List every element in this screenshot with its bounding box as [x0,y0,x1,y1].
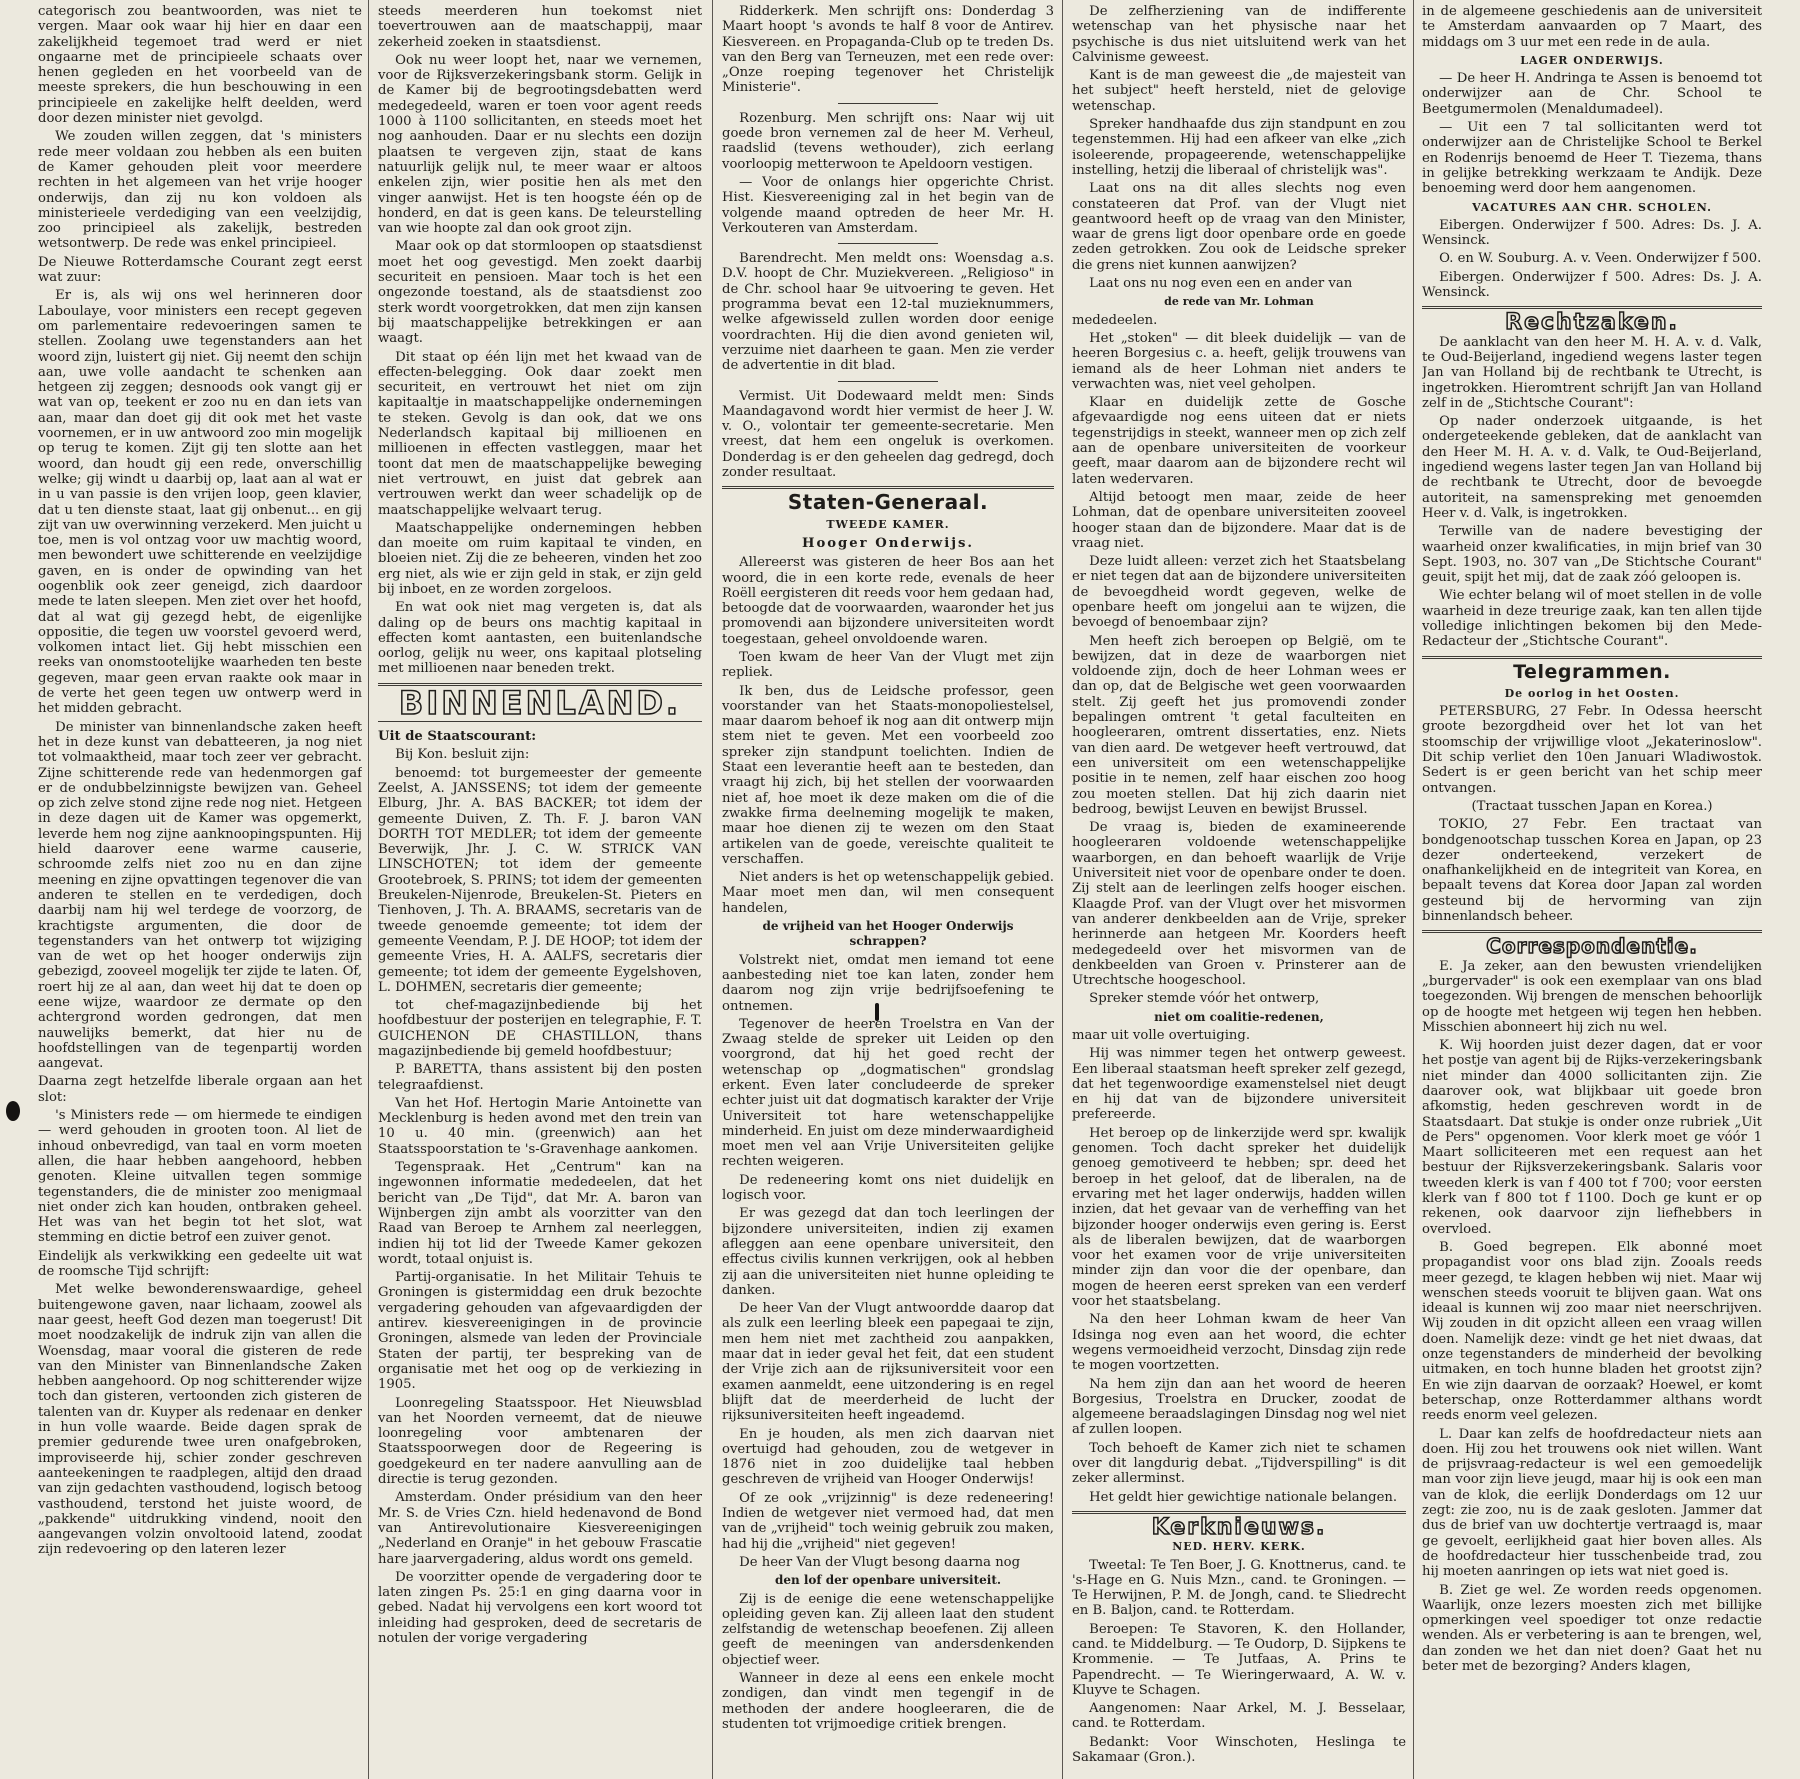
article-paragraph: Het geldt hier gewichtige nationale belangen. [1089,1489,1398,1505]
article-paragraph: benoemd: tot burgemeester der gemeente Zeelst, A. JANSSENS; tot idem der gemeente Elburg, Jhr. A. BAS BACKER; tot idem der gemeente Duiven, Z. Th. F. J. baron VAN DORTH TOT MEDLER; tot idem der gemeente Beverwijk, Jhr. J. C. W. STRICK VAN LINSCHOTEN; tot idem der gemeente Grootebroek, S. PRINS; tot idem der gemeenten Breukelen-Nijenrode, Breukelen-St. Pieters en Tienhoven, J. Th. A. BRAAMS, secretaris van de tweede genoemde gemeente; tot idem der gemeente Veendam, P. J. DE HOOP; tot idem der gemeente Vries, H. A. AALFS, secretaris dier gemeente; tot idem der gemeente Eygelshoven, L. DOHMEN, secretaris dier gemeente; [378,765,702,995]
article-paragraph: E. Ja zeker, aan den bewusten vriendelijken „burgervader" is ook een exemplaar van ons blad toegezonden. Wij brengen de menschen behoorlijk op de hoogte met hetgeen wij tegen hen hebben. Misschien abonneert hij zich nu wel. [1422,958,1762,1035]
article-paragraph: Ook nu weer loopt het, naar we vernemen, voor de Rijksverzekeringsbank storm. Gelijk in de Kamer bij de begrootingsdebatten werd medegedeeld, waren er toen voor agent reeds 1000 à 1100 sollicitanten, en steeds moet het nog aanhouden. Daar er nu slechts een dozijn plaatsen te vergeven zijn, staat de kans natuurlijk gelijk nul, te meer waar er altoos enkelen zijn, wier positie hen als met den vinger aanwijst. Het is ten hoogste één op de honderd, en dat is geen kans. De teleurstelling van wie hoopte zal dan ook groot zijn. [378,52,702,237]
article-paragraph: De voorzitter opende de vergadering door te laten zingen Ps. 25:1 en ging daarna voor in gebed. Nadat hij vervolgens een kort woord tot inleiding had gesproken, deed de secretaris de notulen der vorige vergadering [378,1569,702,1646]
article-paragraph: PETERSBURG, 27 Febr. In Odessa heerscht groote bezorgdheid over het lot van het stoomschip der vrijwillige vloot „Jekaterinoslow". Dit schip verliet den 10en Januari Wladiwostok. Sedert is er geen bericht van het schip meer ontvangen. [1422,704,1762,796]
column-rule [1062,0,1063,1779]
article-paragraph: En je houden, als men zich daarvan niet overtuigd had gehouden, zou de wetgever in 1876 niet in zoo duidelijke taal hebben geschreven de vrijheid van Hooger Onderwijs! [722,1426,1054,1488]
article-paragraph: Allereerst was gisteren de heer Bos aan het woord, die in een korte rede, evenals de heer Roëll eergisteren dit reeds voor hem gedaan had, betoogde dat de voorwaarden, waaronder het jus promovendi aan bijzondere universiteiten wordt toegestaan, geheel onvoldoende waren. [722,555,1054,647]
inline-subheading: den lof der openbare universiteit. [774,1573,1002,1588]
article-paragraph: mededeelen. [1072,312,1158,328]
article-paragraph: Altijd betoogt men maar, zeide de heer Lohman, dat de openbare universiteiten zooveel hooger staan dan de bijzondere. Maar dat is de vraag niet. [1072,489,1406,551]
article-paragraph: maar uit volle overtuiging. [1072,1028,1251,1043]
article-paragraph: Eindelijk als verkwikking een gedeelte uit wat de roomsche Tijd schrijft: [38,1248,362,1280]
news-item: — Voor de onlangs hier opgerichte Christ. Hist. Kiesvereeniging zal in het begin van de volgende maand optreden de heer Mr. H. Verkouteren van Amsterdam. [722,174,1054,236]
article-paragraph: TOKIO, 27 Febr. Een tractaat van bondgenootschap tusschen Korea en Japan, op 23 dezer onderteekend, verzekert de onafhankelijkheid en de integriteit van Korea, en bepaalt tevens dat Korea door Japan zal worden gesteund bij de hervorming van zijn binnenlandsch beheer. [1422,817,1762,925]
article-paragraph: Eibergen. Onderwijzer f 500. Adres: Ds. J. A. Wensinck. [1422,217,1762,249]
article-paragraph: O. en W. Souburg. A. v. Veen. Onderwijzer f 500. [1439,251,1762,267]
inline-subheading: de vrijheid van het Hooger Onderwijs schrappen? [762,919,1014,949]
column-rule [712,0,713,1779]
article-paragraph: B. Goed begrepen. Elk abonné moet propagandist voor ons blad zijn. Zooals reeds meer gezegd, te klagen hebben wij niet. Maar wij wenschen steeds vooruit te blijven gaan. Wat ons ideaal is kunnen wij zoo maar niet neerschrijven. Wij zouden in dit opzicht alleen een vraag willen doen. Namelijk deze: vindt ge het niet dwaas, dat onze tegenstanders de minderheid der bevolking uitmaken, en toch hunne bladen het grootst zijn? En wie zijn daarvan de oorzaak? Hoewel, er komt beterschap, onze Rotterdammer althans wordt reeds enorm veel gelezen. [1422,1239,1762,1424]
news-item: Amsterdam. Onder présidium van den heer Mr. S. de Vries Czn. hield hedenavond de Bond van Antirevolutionaire Kiesvereenigingen „Nederland en Oranje" in het gebouw Frascatie hare jaarvergadering, aldus wordt ons gemeld. [378,1490,702,1567]
article-paragraph: Het „stoken" — dit bleek duidelijk — van de heeren Borgesius c. a. heeft, gelijk trouwens van iemand als de heer Lohman niet anders te verwachten was, niet veel geholpen. [1072,330,1406,392]
item-divider [838,103,938,104]
section-heading-staten-generaal: Staten-Generaal. [787,490,989,515]
article-paragraph: De minister van binnenlandsche zaken heeft het in deze kunst van debatteeren, ja nog niet tot volmaaktheid, maar toch zeer ver gebracht. Zijne schitterende rede van hedenmorgen gaf er de ondubbelzinnigste bewijzen van. Geheel op zich zelve stond zijne rede nog niet. Hetgeen in deze dagen uit de Kamer was opgemerkt, leverde hem nog zijne aanknoopingspunten. Hij hield daarover eene warme causerie, schroomde zelfs niet zoo nu en dan zijne meening en zijne opvattingen tegenover die van anderen te stellen en te verdedigen, doch daarbij nam hij wel terdege de voorzorg, de krachtigste argumenten, die door de tegenstanders van het ontwerp tot wijziging van de wet op het hooger onderwijs zijn gebezigd, zooveel mogelijk ter zijde te laten. Of, roert hij ze al aan, dan weet hij dat te doen op eene wijze, waardoor ze dermate op den achtergrond worden gedrongen, dat men nauwelijks bemerkt, dat hier nu de hoofdstellingen van de tegenpartij worden aangevat. [38,719,362,1072]
article-paragraph: Het beroep op de linkerzijde werd spr. kwalijk genomen. Toch dacht spreker het duidelijk genoeg gemotiveerd te hebben; spr. deed het beroep in het geloof, dat de liberalen, na de ervaring met het lager onderwijs, hadden willen inzien, dat het gevaar van de verheffing van het bijzonder hooger onderwijs even gering is. Eerst als de liberalen bewijzen, dat de waarborgen voor het examen voor de vrije universiteiten minder zijn dan voor die der openbare, dan mogen de heeren eerst spreken van een verderf voor het staatsbelang. [1072,1125,1406,1310]
article-paragraph: De heer Van der Vlugt besong daarna nog [739,1554,1021,1570]
article-paragraph: Deze luidt alleen: verzet zich het Staatsbelang er niet tegen dat aan de bijzondere universiteiten de bevoegdheid wordt gegeven, welke de openbare heeft om jongelui aan te wijzen, die bevoegd of benoembaar zijn? [1072,554,1406,631]
section-divider [722,486,1054,489]
news-item: Partij-organisatie. In het Militair Tehuis te Groningen is gistermiddag een druk bezochte vergadering gehouden van afgevaardigden der antirev. kiesvereenigingen in de provincie Groningen, alsmede van leden der Provinciale Staten der partij, ter bespreking van de organisatie met het oog op de verkiezing in 1905. [378,1270,702,1393]
inline-subheading: de rede van Mr. Lohman [1164,295,1314,309]
article-paragraph: De Nieuwe Rotterdamsche Courant zegt eerst wat zuur: [38,254,362,286]
article-paragraph: Met welke bewonderenswaardige, geheel buitengewone gaven, naar lichaam, zoowel als naar geest, heeft God dezen man toegerust! Dit moet noodzakelijk de indruk zijn van allen die Woensdag, maar vooral die gisteren de rede van den Minister van Binnenlandsche Zaken hebben aangehoord. Op nog schitterender wijze toch dan gisteren, vertoonden zich gisteren de talenten van dr. Kuyper als redenaar en denker in hun volle waarde. Beide dagen sprak de premier gedurende twee uren onafgebroken, improviseerde hij, schier zonder geschreven aanteekeningen te raadplegen, altijd den draad van zijn gedachten vasthoudend, logisch betoog vasthoudend, terstond het juiste woord, de „pakkende" uitdrukking vindend, nooit den aangevangen volzin onvoltooid latend, zoodat zijn redevoering op den lateren lezer [38,1282,362,1558]
article-paragraph: Klaar en duidelijk zette de Gosche afgevaardigde nog eens uiteen dat er niets tegenstrijdigs in steekt, wanneer men op zich zelf aan de openbare universiteiten de voorkeur geeft, maar daarom aan de bijzondere recht wil laten wedervaren. [1072,395,1406,487]
article-paragraph: Na den heer Lohman kwam de heer Van Idsinga nog even aan het woord, die echter wegens vermoeidheid verzocht, Dinsdag zijn rede te mogen voortzetten. [1072,1312,1406,1374]
article-paragraph: Bedankt: Voor Winschoten, Heslinga te Sakamaar (Gron.). [1072,1734,1406,1766]
article-paragraph: steeds meerderen hun toekomst niet toevertrouwen aan de maatschappij, maar zekerheid zoeken in staatsdienst. [378,4,702,50]
article-paragraph: Tweetal: Te Ten Boer, J. G. Knottnerus, cand. te 's-Hage en G. Nuis Mzn., cand. te Groningen. — Te Herwijnen, P. M. de Jongh, cand. te Sliedrecht en B. Baljon, cand. te Rotterdam. [1072,1557,1406,1619]
article-paragraph: categorisch zou beantwoorden, was niet te vergen. Maar ook waar hij hier en daar een zakelijkheid tegemoet trad werd er niet ongaarne met de principieele schaats over henen gegleden en het voorbeeld van de meeste sprekers, die hun beschouwing in een principieele en zakelijke helft deelden, werd door dezen minister niet gevolgd. [38,4,362,127]
article-paragraph: Toen kwam de heer Van der Vlugt met zijn repliek. [722,649,1054,681]
article-paragraph: En wat ook niet mag vergeten is, dat als daling op de beurs ons machtig kapitaal in effecten komt aantasten, een buitenlandsche oorlog, gelijk nu weer, ons kapitaal plotseling met millioenen naar beneden trekt. [378,600,702,677]
section-heading-rechtzaken: Rechtzaken. [1505,310,1679,336]
section-divider [1072,1511,1406,1514]
article-paragraph: Zij is de eenige die eene wetenschappelijke opleiding geven kan. Zij alleen laat den student zelfstandig de wetenschap beoefenen. Zij alleen geeft de meeningen van andersdenkenden objectief weer. [722,1591,1054,1668]
article-paragraph: in de algemeene geschiedenis aan de universiteit te Amsterdam aanvaarden op 7 Maart, des middags om 3 uur met een rede in de aula. [1422,4,1762,50]
article-paragraph: Maatschappelijke ondernemingen hebben dan moeite om ruim kapitaal te vinden, en bloeien niet. Zij die ze beheeren, vinden het zoo erg niet, als wie er zijn geld in stak, er zijn geld bij inboet, en ze worden zorgeloos. [378,520,702,597]
article-paragraph: P. BARETTA, thans assistent bij den posten telegraafdienst. [378,1062,702,1093]
news-item-heading: Uit de Staatscourant: [378,729,537,745]
article-paragraph: We zouden willen zeggen, dat 's ministers rede meer voldaan zou hebben als een buiten de Kamer gehouden pleit voor meerdere rechten in het algemeen van het vrije hooger onderwijs, dan zij nu kon voldoen als ministerieele verdediging van een veelzijdig, zoo principieel als zakelijk, bestreden wetsontwerp. De rede was enkel principieel. [38,129,362,252]
article-paragraph: De aanklacht van den heer M. H. A. v. d. Valk, te Oud-Beijerland, ingediend wegens laster tegen Jan van Holland bij de rechtbank te Utrecht, is ingetrokken. Hieromtrent schrijft Jan van Holland zelf in de „Stichtsche Courant": [1422,334,1762,411]
section-heading-kerknieuws: Kerknieuws. [1151,1514,1327,1540]
article-paragraph: Er is, als wij ons wel herinneren door Laboulaye, voor ministers een recept gegeven om parlementaire redevoeringen samen te stellen. Zoolang uwe tegenstanders aan het woord zijn, luistert gij niet. Gij neemt den schijn aan, uwe volle aandacht te schenken aan hetgeen zij zeggen; desnoods ook vangt gij er wat van op, teekent er zoo nu en dan iets van aan, maar dan doet gij dit ook met het vaste voornemen, er in uw antwoord zoo min mogelijk op terug te komen. Zijt gij ten slotte aan het woord, dan houdt gij een rede, onverschillig welke; gij windt u daarbij op, laat aan al wat er in u van passie is den vrijen loop, geen klavier, dat u ten dienste staat, laat gij onbenut... en gij zijt van uw overwinning verzekerd. Men juicht u toe, men is vol ontzag voor uw machtig woord, men bewondert uwe schitterende en veelzijdige gaven, en is onder de opwinding van het oogenblik ook zeer geneigd, zich daardoor mede te laten sleepen. Men ziet over het hoofd, dat al wat gij gezegd hebt, de eigenlijke oppositie, die tegen uw voorstel gevoerd werd, volkomen intact liet. Gij hebt misschien een reeks van onomstootelijke waarheden ten beste gegeven, maar geen ervan raakte ook maar in de verte het geen tegen uw ontwerp werd in het midden gebracht. [38,288,362,717]
article-paragraph: Er was gezegd dat dan toch leerlingen der bijzondere universiteiten, indien zij examen afleggen aan eene openbare universiteit, den effectus civilis kunnen verkrijgen, ook al hebben zij aan die universiteiten niet hunne opleiding te danken. [722,1206,1054,1298]
article-paragraph: L. Daar kan zelfs de hoofdredacteur niets aan doen. Hij zou het trouwens ook niet willen. Want de prijsvraag-redacteur is wel een gemoedelijk man voor zijn lieve jeugd, maar hij is ook een man van de klok, die eerlijk Donderdags om 12 uur zegt: zie zoo, nu is de zaak gesloten. Jammer dat dus de brief van uw dochtertje vertraagd is, maar ge gevoelt, eerlijkheid gaat hier boven alles. Als de hoofdredacteur hier tusschenbeide trad, zou hij moeten aanringen op iets wat niet goed is. [1422,1426,1762,1580]
article-paragraph: De heer Van der Vlugt antwoordde daarop dat als zulk een leerling bleek een papegaai te zijn, men hem niet met zachtheid zou aanpakken, maar dat in ieder geval het feit, dat een student der Vrije zich aan de rijksuniversiteit voor een examen aanmeldt, eene uitzondering is en regel blijft dat de meerderheid de lucht der rijksuniversiteiten heeft ingeademd. [722,1301,1054,1424]
article-paragraph: De zelfherziening van de indifferente wetenschap van het physische naar het psychische is dus niet uitsluitend werk van het Calvinisme geweest. [1072,4,1406,65]
article-paragraph: Wanneer in deze al eens een enkele mocht zondigen, dan vindt men tegengif in de methoden der andere hoogleeraren, die de studenten tot vrijmoedige critiek brengen. [722,1670,1054,1732]
article-paragraph: Aangenomen: Naar Arkel, M. J. Besselaar, cand. te Rotterdam. [1072,1701,1406,1732]
column-4 [1072,4,1406,1779]
article-paragraph: Eibergen. Onderwijzer f 500. Adres: Ds. J. A. Wensinck. [1422,269,1762,301]
article-paragraph: Spreker handhaafde dus zijn standpunt en zou tegenstemmen. Hij had een afkeer van elke „zich isoleerende, propageerende, wetenschappelijke instelling, hetzij die liberaal of christelijk was". [1072,117,1406,178]
article-paragraph: Volstrekt niet, omdat men iemand tot eene aanbesteding niet toe kan laten, zonder hem daarom nog zijn vrije bedrijfsoefening te ontnemen. [722,952,1054,1014]
subheading-ned-herv-kerk: NED. HERV. KERK. [1172,1540,1306,1554]
article-paragraph: Beroepen: Te Stavoren, K. den Hollander, cand. te Middelburg. — Te Oudorp, D. Sijpkens te Krommenie. — Te Jutfaas, A. Prins te Papendrecht. — Te Wieringerwaard, A. W. v. Kluyve te Schagen. [1072,1621,1406,1698]
news-item: Ridderkerk. Men schrijft ons: Donderdag 3 Maart hoopt 's avonds te half 8 voor de Antirev. Kiesvereen. en Propaganda-Club op te treden Ds. van den Berg van Terneuzen, met een rede over: „Onze roeping tegenover het Christelijk Ministerie". [722,4,1054,96]
article-paragraph: Hij was nimmer tegen het ontwerp geweest. Een liberaal staatsman heeft spreker zelf gezegd, dat het tegenwoordige examenstelsel niet deugt en hij dat van de bijzondere universiteit prefereerde. [1072,1046,1406,1123]
section-heading-telegrammen: Telegrammen. [1513,660,1671,683]
article-paragraph: tot chef-magazijnbediende bij het hoofdbestuur der posterijen en telegraphie, F. T. GUICHENON DE CHASTILLON, thans magazijnbediende bij gemeld hoofdbestuur; [378,998,702,1059]
article-paragraph: Kant is de man geweest die „de majesteit van het subject" heeft hersteld, niet de gelovige wetenschap. [1072,68,1406,114]
article-paragraph: De redeneering komt ons niet duidelijk en logisch voor. [722,1172,1054,1204]
article-paragraph: Spreker stemde vóór het ontwerp, [1089,991,1320,1007]
article-paragraph: Na hem zijn dan aan het woord de heeren Borgesius, Troelstra en Drucker, zoodat de algemeene beraadslagingen Dinsdag nog wel niet af zullen loopen. [1072,1376,1406,1438]
section-heading-correspondentie: Correspondentie. [1486,934,1698,959]
subheading-lager-onderwijs: LAGER ONDERWIJS. [1520,53,1664,67]
article-paragraph: De vraag is, bieden de examineerende hoogleeraren voldoende wetenschappelijke waarborgen, en dan behoeft waarlijk de Vrije Universiteit niet voor de openbare onder te doen. Zij stelt aan de leerlingen zelfs hooger eischen. Klaagde Prof. van der Vlugt over het misvormen van anderer denkbeelden aan de Vrije, spreker herinnerde aan hetgeen Mr. Koorders heeft medegedeeld over het misvormen van de denkbeelden van Groen v. Prinsterer aan de Utrechtsche hoogeschool. [1072,820,1406,989]
column-1 [38,4,362,1779]
article-paragraph: Of ze ook „vrijzinnig" is deze redeneering! Indien de wetgever niet vermoed had, dat men van de „vrijheid" toch weinig gebruik zou maken, had hij die „vrijheid" niet gegeven! [722,1490,1054,1552]
article-paragraph: Dit staat op één lijn met het kwaad van de effecten-belegging. Ook daar zoekt men securiteit, en vertrouwt het niet om zijn kapitaaltje in maatschappelijke ondernemingen te steken. Gevolg is dan ook, dat we ons Nederlandsch kapitaal bij millioenen en millioenen in effecten vastleggen, maar het toont dat men de maatschappelijke beweging niet vertrouwt, en juist dat gebrek aan vertrouwen werkt dan weer schadelijk op de maatschappelijke welvaart terug. [378,349,702,518]
article-paragraph: Niet anders is het op wetenschappelijk gebied. Maar moet men dan, wil men consequent handelen, [722,870,1054,916]
inline-subheading: (Tractaat tusschen Japan en Korea.) [1471,798,1713,814]
article-paragraph: Terwille van de nadere bevestiging der waarheid onzer kwalificaties, in mijn brief van 30 Sept. 1903, no. 307 van „De Stichtsche Courant" geuit, spijt het mij, dat de zaak zóó geloopen is. [1422,524,1762,586]
article-paragraph: Laat ons nu nog even een en ander van [1089,276,1353,292]
news-item: Van het Hof. Hertogin Marie Antoinette van Mecklenburg is heden avond met den trein van 10 u. 40 min. (greenwich) aan het Staatsspoorstation te 's-Gravenhage aankomen. [378,1095,702,1157]
article-paragraph: Bij Kon. besluit zijn: [395,747,530,763]
subheading-vacatures: VACATURES AAN CHR. SCHOLEN. [1472,200,1712,214]
news-item: Vermist. Uit Dodewaard meldt men: Sinds Maandagavond wordt hier vermist de heer J. W. v. O., volontair ter gemeente-secretarie. Men vreest, dat hem een ongeluk is overkomen. Donderdag is er den geheelen dag gedregd, doch zonder resultaat. [722,388,1054,481]
subheading-hooger-onderwijs: Hooger Onderwijs. [802,535,974,551]
news-item: Barendrecht. Men meldt ons: Woensdag a.s. D.V. hoopt de Chr. Muziekvereen. „Religioso" in de Chr. school haar 9e uitvoering te geven. Het programma bevat een 12-tal muzieknummers, welke afgewisseld zullen worden door eenige voordrachten. Hij die dien avond genieten wil, verzuime niet daarheen te gaan. Men zie verder de advertentie in dit blad. [722,251,1054,374]
inline-subheading: niet om coalitie-redenen, [1154,1009,1324,1024]
section-divider [1422,656,1762,659]
article-paragraph: B. Ziet ge wel. Ze worden reeds opgenomen. Waarlijk, onze lezers moesten zich met billijke opmerkingen veel spoediger tot onze redactie wenden. Als er verbetering is aan te brengen, wel, dan zonden we het dan niet doen? Gaat het nu beter met de bezorging? Anders klagen, [1422,1582,1762,1674]
item-divider [838,381,938,382]
section-divider [1422,306,1762,309]
item-divider [838,243,938,244]
column-3 [722,4,1054,1779]
article-paragraph: — De heer H. Andringa te Assen is benoemd tot onderwijzer aan de Chr. School te Beetgumermolen (Menaldumadeel). [1422,71,1762,117]
ink-blot [6,1101,20,1121]
section-heading-binnenland: BINNENLAND. [398,683,682,722]
article-paragraph: Tegenover de heeren Troelstra en Van der Zwaag stelde de spreker uit Leiden op den voorgrond, dat hij het goed recht der wetenschap op „dogmatischen" grondslag erkent. Even later concludeerde de spreker echter juist uit dat dogmatisch karakter der Vrije Universiteit tot hare wetenschappelijke minderheid. En juist om deze minderwaardigheid moet men vel aan Vrije Universiteiten gelijke rechten weigeren. [722,1016,1054,1170]
article-paragraph: Men heeft zich beroepen op België, om te bewijzen, dat in deze de waarborgen niet voldoende zijn, doch de heer Lohman wees er dan op, dat de Belgische wet geen voorwaarden stelt. Zij geeft het jus promovendi zonder bepalingen omtrent 't getal faculteiten en hoogleeraren, omtrent dissertaties, enz. Niets van dien aard. De wetgever heeft vertrouwd, dat een universiteit om een wetenschappelijke positie in te nemen, zelf haar eischen zoo hoog zou moeten stellen. Dat hij zich daarin niet bedroog, bewijst Leuven en bewijst Brussel. [1072,633,1406,817]
article-paragraph: — Uit een 7 tal sollicitanten werd tot onderwijzer aan de Christelijke School te Berkel en Rodenrijs benoemd de Heer T. Tiezema, thans in gelijke betrekking werkzaam te Andijk. Deze benoeming werd door hem aangenomen. [1422,120,1762,197]
subheading-tweede-kamer: TWEEDE KAMER. [826,517,950,531]
article-paragraph: Wie echter belang wil of moet stellen in de volle waarheid in deze treurige zaak, kan ten allen tijde volledige inlichtingen bekomen bij den Mede-Redacteur der „Stichtsche Courant". [1422,588,1762,650]
column-5 [1422,4,1762,1779]
article-paragraph: Maar ook op dat stormloopen op staatsdienst moet het oog gevestigd. Men zoekt daarbij securiteit en pensioen. Maar toch is het een ongezonde toestand, als de staatsdienst zoo sterk wordt voorgetrokken, dat men zijn kansen bij maatschappelijke betrekkingen er aan waagt. [378,239,702,347]
article-paragraph: K. Wij hoorden juist dezer dagen, dat er voor het postje van agent bij de Rijks-verzekeringsbank niet minder dan 4000 sollicitanten zijn. Zie daarover ook, wat blijkbaar uit goede bron afkomstig, heden geschreven wordt in de Staatsdaart. Dat stukje is onder onze rubriek „Uit de Pers" opgenomen. Voor klerk moet ge vóór 1 Maart solliciteeren met een request aan het bestuur der Rijksverzekeringsbank. Salaris voor tweeden klerk is van f 400 tot f 700; voor eersten klerk van f 800 tot f 1100. Doch ge kunt er op rekenen, ook daarvoor zijn liefhebbers in overvloed. [1422,1038,1762,1237]
article-paragraph: 's Ministers rede — om hiermede te eindigen — werd gehouden in grooten toon. Al liet de inhoud onbevredigd, van taal en vorm moeten allen, die haar hebben aangehoord, hebben genoten. Kleine uitvallen tegen sommige tegenstanders, die de minister zoo menigmaal niet onder zich kan houden, ontbraken geheel. Het was van het begin tot het slot, wat stemming en dictie betrof een zuiver genot. [38,1108,362,1246]
column-rule [1413,0,1414,1779]
column-rule [368,0,369,1779]
news-item: Rozenburg. Men schrijft ons: Naar wij uit goede bron vernemen zal de heer M. Verheul, raadslid (tevens wethouder), zich eerlang voorloopig metterwoon te Apeldoorn vestigen. [722,110,1054,172]
news-item: Loonregeling Staatsspoor. Het Nieuwsblad van het Noorden verneemt, dat de nieuwe loonregeling voor ambtenaren der Staatsspoorwegen door de Regeering is goedgekeurd en ter nadere aanvulling aan de directie is terug gezonden. [378,1395,702,1488]
article-paragraph: Laat ons na dit alles slechts nog even constateeren dat Prof. van der Vlugt niet geantwoord heeft op de vraag van den Minister, waar de grens ligt door openbare orde en goede zeden getrokken. Zou ook de Leidsche spreker die grens niet kunnen aanwijzen? [1072,181,1406,273]
article-paragraph: Op nader onderzoek uitgaande, is het ondergeteekende gebleken, dat de aanklacht van den Heer M. H. A. v. d. Valk, te Oud-Beijerland, ingediend wegens laster tegen Jan van Holland bij de rechtbank te Utrecht, door de bevoegde autoriteit, na samenspreking met genoemden Heer v. d. Valk, is ingetrokken. [1422,414,1762,521]
column-2 [378,4,702,1779]
news-item: Tegenspraak. Het „Centrum" kan na ingewonnen informatie mededeelen, dat het bericht van „De Tijd", dat Mr. A. baron van Wijnbergen zijn ambt als voorzitter van den Raad van Beroep te Arnhem zal neerleggen, indien hij tot lid der Tweede Kamer gekozen wordt, totaal onjuist is. [378,1160,702,1267]
subheading-oorlog: De oorlog in het Oosten. [1504,686,1680,700]
article-paragraph: Ik ben, dus de Leidsche professor, geen voorstander van het Staats-monopoliestelsel, maar daarom behoef ik nog aan dit ontwerp mijn stem niet te geven. Met een voorbeeld zoo spreker zijn standpunt toelichten. Indien de Staat een leverantie heeft aan te besteden, dan vraagt hij zich, bij het stellen der voorwaarden niet af, hoe moet ik deze maken om die of die zwakke firma deelneming mogelijk te maken, maar hoe dienen zij te wezen om den Staat artikelen van de goede, vereischte qualiteit te verschaffen. [722,683,1054,867]
section-divider [1422,930,1762,933]
article-paragraph: Toch behoeft de Kamer zich niet te schamen over dit langdurig debat. „Tijdverspilling" is dit zeker allerminst. [1072,1440,1406,1487]
article-paragraph: Daarna zegt hetzelfde liberale orgaan aan het slot: [38,1074,362,1105]
